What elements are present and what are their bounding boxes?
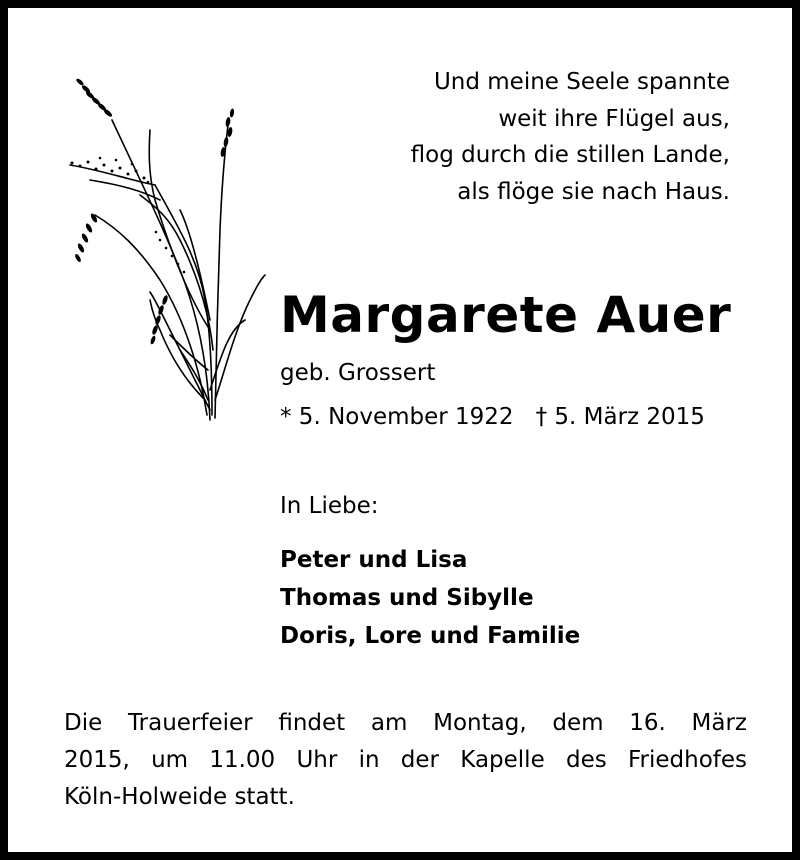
poem: [411, 64, 730, 210]
mourner-name: Peter und Lisa: [280, 547, 468, 573]
poem-line: als flöge sie nach Haus.: [457, 178, 730, 205]
ceremony-line: Köln-Holweide statt.: [64, 784, 295, 810]
poem-line: weit ihre Flügel aus,: [498, 105, 730, 132]
mourner-name: Thomas und Sibylle: [280, 585, 534, 611]
poem-line: flog durch die stillen Lande,: [410, 142, 730, 168]
mourner-name: Doris, Lore und Familie: [280, 623, 581, 649]
deceased-name: Margarete Auer: [280, 286, 732, 344]
ceremony-line: Die Trauerfeier findet am Montag, dem 16. März: [64, 710, 747, 736]
mourners-label: In Liebe:: [280, 493, 379, 519]
ceremony-notice: [64, 705, 747, 816]
life-dates: [280, 404, 705, 430]
wheat-grass-icon: [60, 70, 275, 425]
birth-date: * 5. November 1922: [280, 404, 514, 430]
poem-line: Und meine Seele spannte: [433, 69, 730, 95]
death-date: † 5. März 2015: [535, 404, 705, 430]
mourners-list: [280, 541, 580, 655]
maiden-name: geb. Grossert: [280, 360, 436, 386]
ceremony-line: 2015, um 11.00 Uhr in der Kapelle des Friedhofes: [64, 747, 747, 773]
